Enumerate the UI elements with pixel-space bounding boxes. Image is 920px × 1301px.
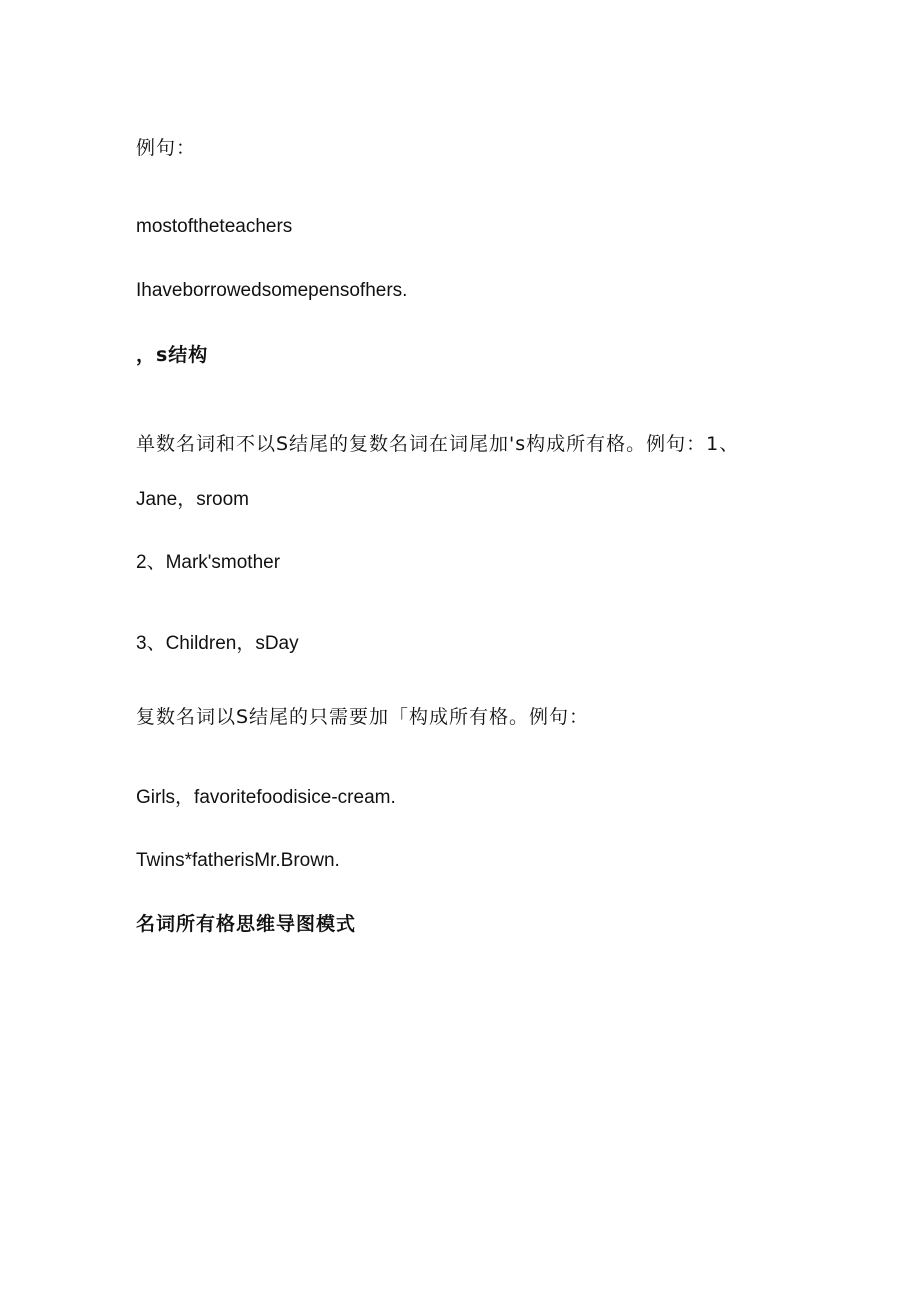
example-label: 例句： (136, 137, 197, 159)
example-sentence: Twins*fatherisMr.Brown. (136, 850, 340, 871)
example-sentence: Ihaveborrowedsomepensofhers. (136, 280, 408, 301)
example-sentence: 3、Children，sDay (136, 633, 299, 654)
example-sentence: mostoftheteachers (136, 216, 293, 237)
rule-paragraph: 单数名词和不以S结尾的复数名词在词尾加's构成所有格。例句：1、 (136, 433, 740, 455)
section-heading: ，s结构 (136, 344, 209, 366)
rule-paragraph: 复数名词以S结尾的只需要加「构成所有格。例句： (136, 706, 590, 728)
example-sentence: 2、Mark'smother (136, 552, 281, 573)
section-heading: 名词所有格思维导图模式 (136, 913, 357, 935)
example-sentence: Girls，favoritefoodisice-cream. (136, 787, 396, 808)
example-sentence: Jane，sroom (136, 489, 249, 510)
